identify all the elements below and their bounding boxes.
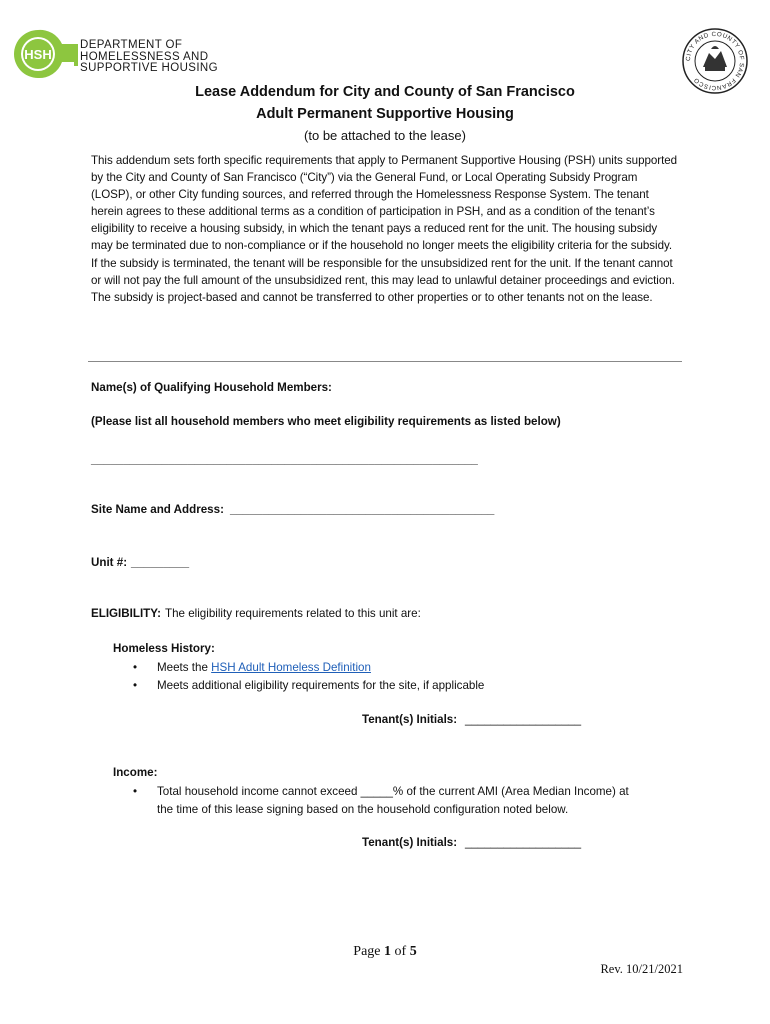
logo-line-1: DEPARTMENT OF: [80, 39, 183, 51]
income-initials-label: Tenant(s) Initials:: [362, 836, 458, 849]
attachment-note: (to be attached to the lease): [304, 128, 466, 143]
eligibility-text: The eligibility requirements related to this unit are:: [165, 607, 421, 620]
hsh-logo: [10, 26, 218, 82]
household-members-field[interactable]: ____________________________________________________________: [91, 453, 478, 466]
document-subtitle: Adult Permanent Supportive Housing: [256, 106, 514, 122]
bullet-icon: •: [133, 679, 138, 692]
site-address-field[interactable]: _________________________________________: [230, 503, 495, 516]
hsh-homeless-definition-link[interactable]: HSH Adult Homeless Definition: [211, 661, 371, 674]
revision-date: Rev. 10/21/2021: [600, 962, 683, 976]
eligibility-label: ELIGIBILITY:: [91, 607, 161, 620]
site-address-label: Site Name and Address:: [91, 503, 224, 516]
homeless-initials-label: Tenant(s) Initials:: [362, 713, 458, 726]
bullet-text: Meets the: [157, 661, 212, 674]
page-number: Page 1 of 5: [353, 944, 417, 959]
list-item: [133, 783, 693, 819]
unit-number-field[interactable]: _________: [131, 556, 190, 569]
household-members-label: Name(s) of Qualifying Household Members:: [91, 381, 332, 394]
svg-text:HSH: HSH: [24, 47, 52, 62]
intro-paragraph: This addendum sets forth specific requirements that apply to Permanent Supportive Housing (PSH) units supported by the City and County of San Francisco (“City”) via the General Fund, or Local Operating Subsidy Program (LOSP), or other City funding sources, and referred through the Homelessness Response System. The tenant herein agrees to these additional terms as a condition of participation in PSH, and as a condition of the tenant’s eligibility to receive a housing subsidy, in which the tenant pays a reduced rent for the unit. The housing subsidy may be terminated due to non-compliance or if the household no longer meets the eligibility criteria for the subsidy. If the subsidy is terminated, the tenant will be responsible for the unsubsidized rent for the unit. If the tenant cannot or will not pay the full amount of the unsubsidized rent, this may lead to unlawful detainer proceedings and eviction. The subsidy is project-based and cannot be transferred to other properties or to other tenants not on the lease.: [91, 154, 678, 304]
unit-number-label: Unit #:: [91, 556, 128, 569]
income-heading: Income:: [113, 766, 158, 779]
bullet-text: Total household income cannot exceed _____% of the current AMI (Area Median Income) at: [157, 785, 629, 798]
bullet-icon: •: [133, 661, 138, 674]
document-title: Lease Addendum for City and County of San Francisco: [195, 84, 575, 100]
homeless-initials-field[interactable]: __________________: [465, 713, 582, 726]
bullet-icon: •: [133, 785, 138, 798]
bullet-text: Meets additional eligibility requirements for the site, if applicable: [157, 679, 485, 692]
section-divider: [88, 361, 682, 362]
svg-text:CITY AND COUNTY OF SAN FRANCIS: CITY AND COUNTY OF SAN FRANCISCO: [684, 30, 746, 92]
household-members-instruction: (Please list all household members who meet eligibility requirements as listed below): [91, 415, 561, 428]
hsh-key-icon: [10, 26, 80, 82]
list-item: [133, 677, 673, 695]
logo-line-3: SUPPORTIVE HOUSING: [80, 62, 218, 74]
income-initials-field[interactable]: __________________: [465, 836, 582, 849]
logo-line-2: HOMELESSNESS AND: [80, 50, 209, 63]
bullet-text-continued: the time of this lease signing based on the household configuration noted below.: [157, 803, 569, 816]
homeless-history-heading: Homeless History:: [113, 642, 215, 655]
title-block: [0, 81, 770, 147]
list-item: [133, 659, 673, 677]
